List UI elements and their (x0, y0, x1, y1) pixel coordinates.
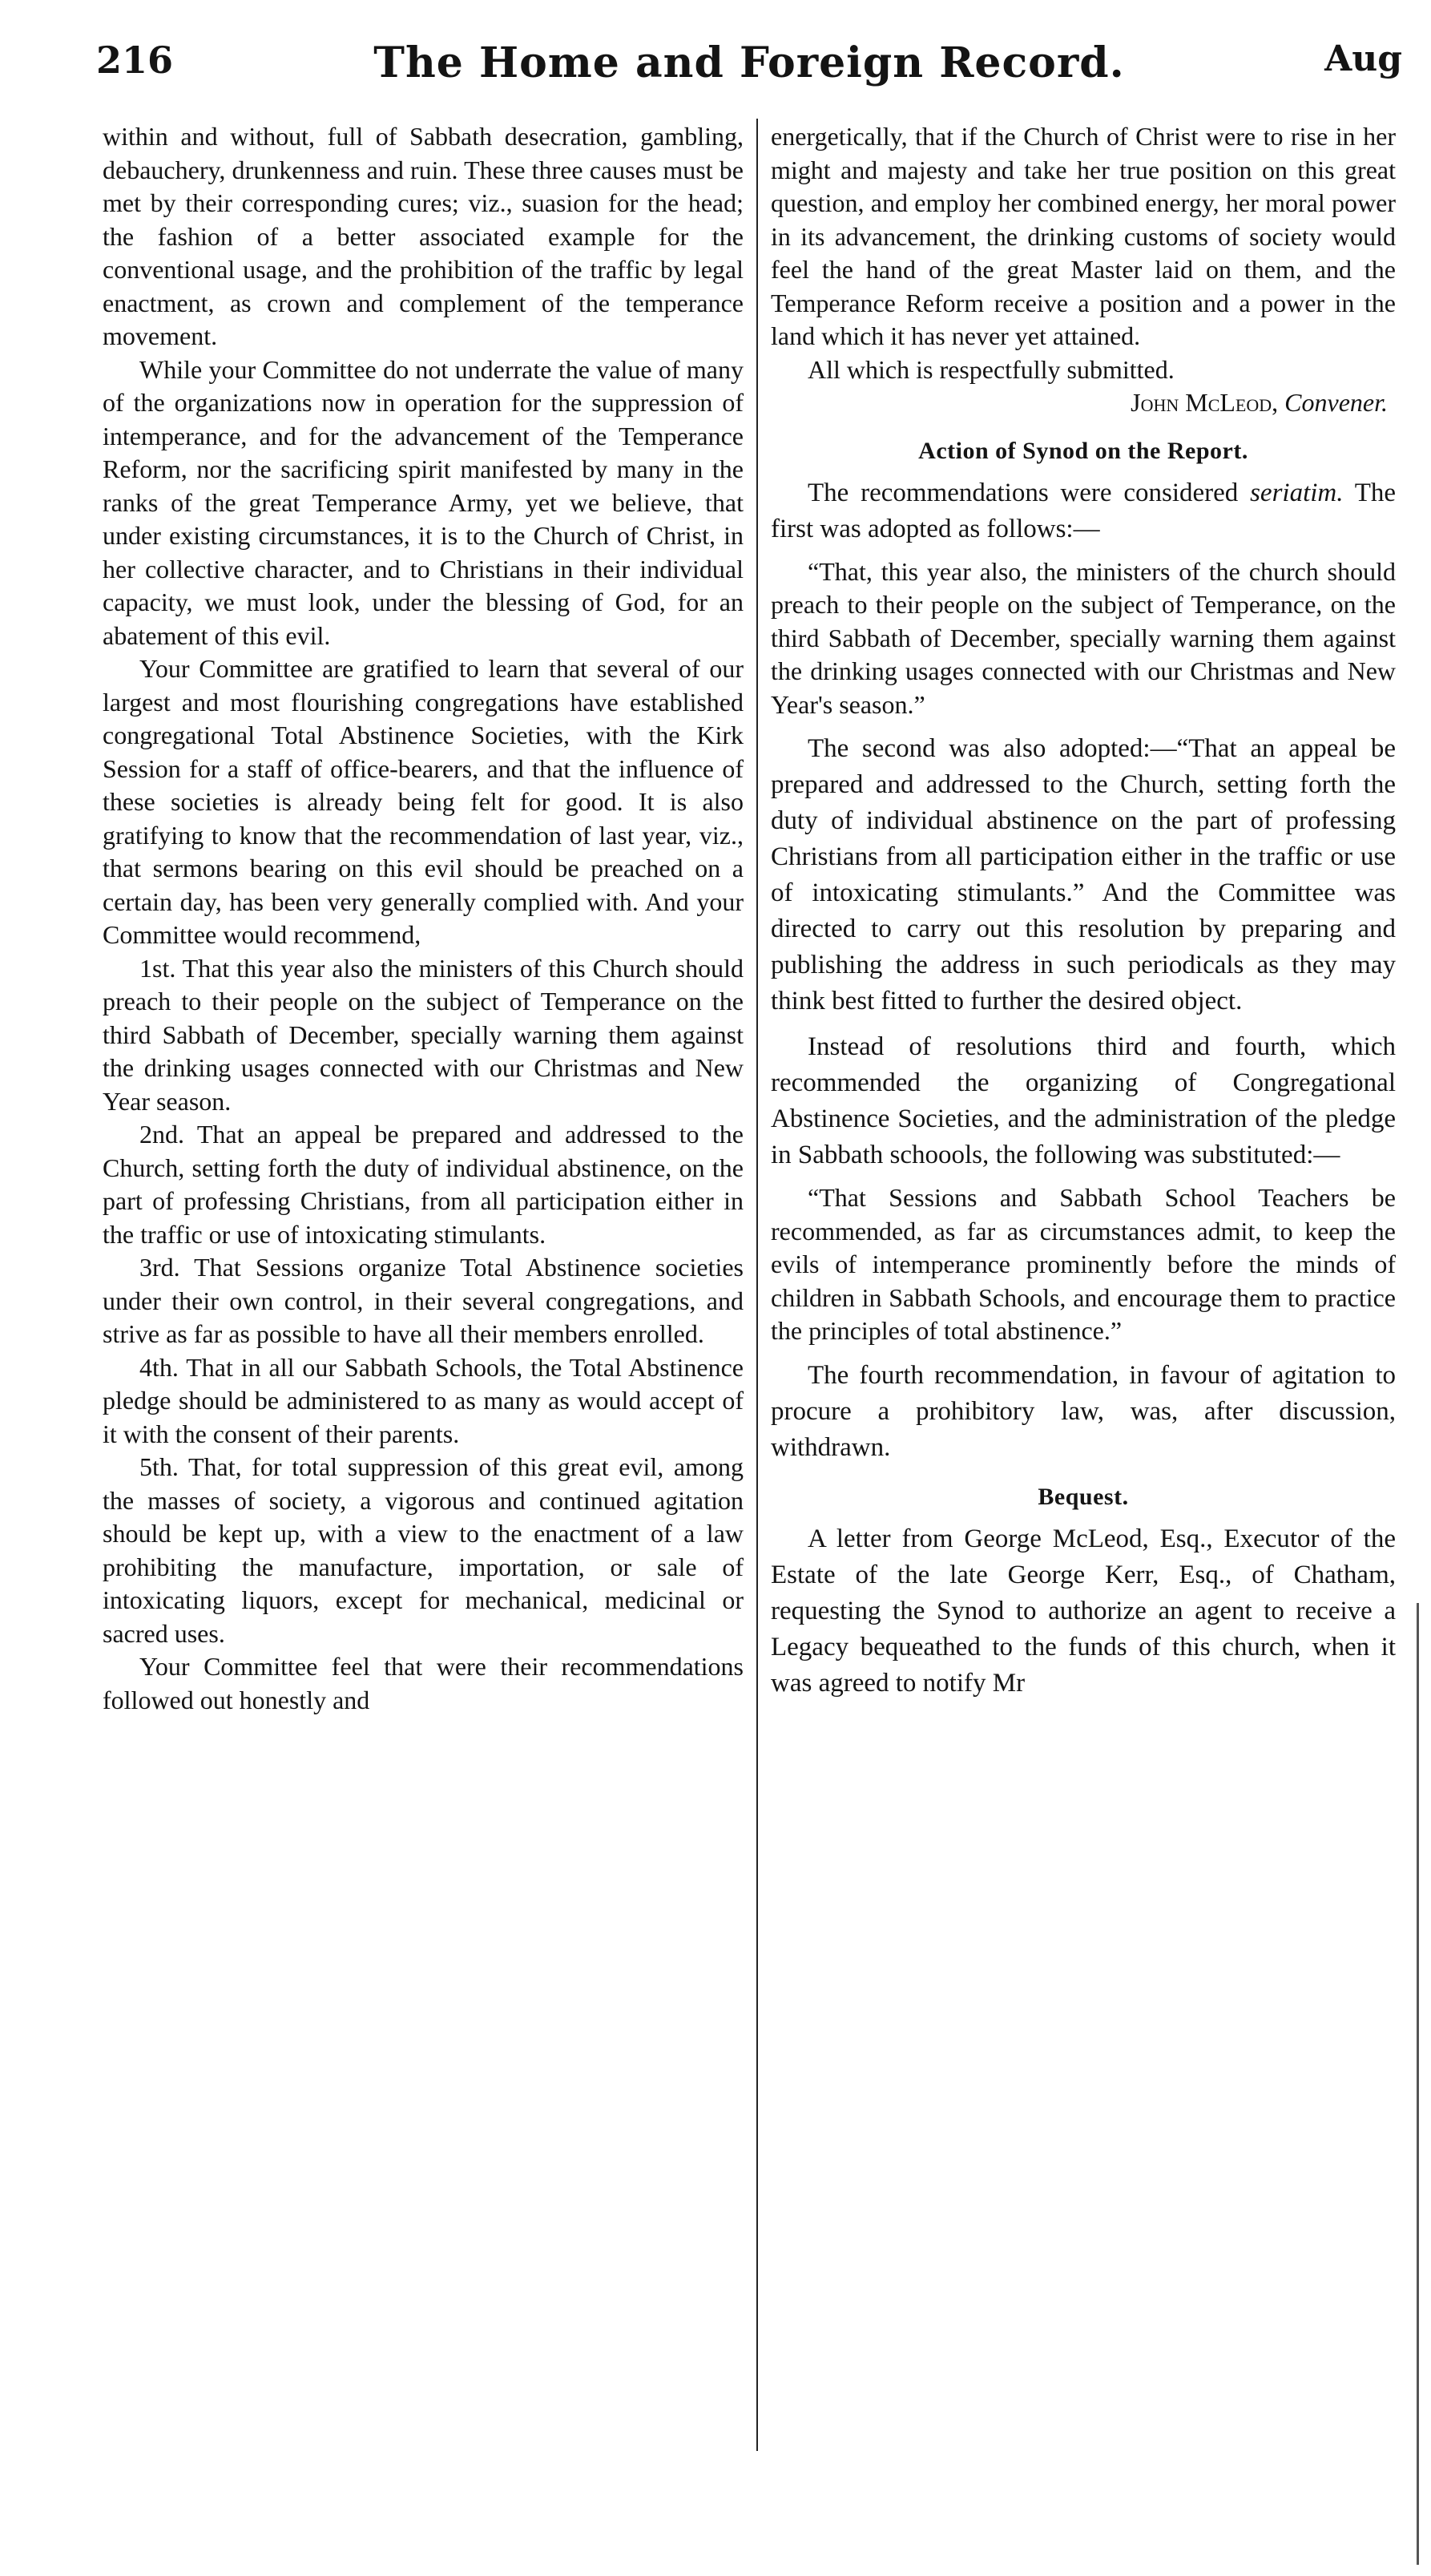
quoted-resolution: “That Sessions and Sabbath School Teachers be recommended, as far as circumstances admit, to keep the evils of intemperance prominently before the minds of children in Sabbath Schools, and encourage them to practice the principles of total abstinence.” (771, 1183, 1396, 1345)
section-heading-action: Action of Synod on the Report. (918, 437, 1248, 464)
italic-term: seriatim. (1250, 478, 1344, 507)
paragraph: The fourth recommendation, in favour of agitation to procure a prohibitory law, was, after discussion, withdrawn. (771, 1360, 1396, 1462)
signature-role: Convener. (1284, 388, 1388, 417)
recommendation-5: 5th. That, for total suppression of this great evil, among the masses of society, a vigorous and continued agitation should be kept up, with a view to the enactment of a law prohibiting the manufacture, importation, or sale of intoxicating liquors, except for mechanical, medicinal or sacred uses. (103, 1452, 744, 1648)
recommendation-3: 3rd. That Sessions organize Total Abstinence societies under their own control, in their several congregations, and strive as far as possible to have all their members enrolled. (103, 1253, 744, 1348)
text: The first was adopted as follows:— (771, 478, 1396, 543)
paragraph: While your Committee do not underrate the value of many of the organizations now in operation for the suppression of intemperance, and for the advancement of the Temperance Reform, nor the sacrificing spirit manifested by many in the ranks of the great Temperance Army, yet we believe, that under existing circumstances, it is to the Church of Christ, in her collective character, and to Christians in their individual capacity, we must look, under the blessing of God, for an abatement of this evil. (103, 354, 744, 650)
paragraph: Your Committee feel that were their recommendations followed out honestly and (103, 1652, 744, 1714)
page-number: 216 (96, 38, 174, 82)
page-header (96, 38, 1402, 103)
signature (771, 386, 1388, 420)
section-heading-bequest: Bequest. (1038, 1483, 1129, 1510)
page-edge-line (1417, 1603, 1419, 2565)
right-column (771, 120, 1396, 1702)
paragraph: A letter from George McLeod, Esq., Executor of the Estate of the late George Kerr, Esq., of Chatham, requesting the Synod to authorize an agent to receive a Legacy bequeathed to the funds of this church, when it was agreed to notify Mr (771, 1524, 1396, 1698)
page-month: Aug (1324, 38, 1402, 79)
column-divider (756, 119, 758, 2451)
quoted-resolution: “That, this year also, the ministers of the church should preach to their people on the subject of Temperance, on the third Sabbath of December, specially warning them against the drinking usages connected with our Christmas and New Year's season.” (771, 556, 1396, 719)
recommendation-2: 2nd. That an appeal be prepared and addressed to the Church, setting forth the duty of individual abstinence, on the part of professing Christians, from all participation either in the traffic or use of intoxicating stimulants. (103, 1120, 744, 1249)
paragraph: energetically, that if the Church of Christ were to rise in her might and majesty and take her true position on this great question, and employ her combined energy, her moral power in its advancement, the drinking customs of society would feel the hand of the great Master laid on them, and the Temperance Reform receive a position and a power in the land which it has never yet attained. (771, 122, 1396, 350)
paragraph: within and without, full of Sabbath desecration, gambling, debauchery, drunkenness and ruin. These three causes must be met by their corresponding cures; viz., suasion for the head; the fashion of a better associated example for the conventional usage, and the prohibition of the traffic by legal enactment, as crown and complement of the temperance movement. (103, 122, 744, 350)
left-column (103, 120, 744, 1717)
paragraph: Your Committee are gratified to learn that several of our largest and most flourishing congregations have established congregational Total Abstinence Societies, with the Kirk Session for a staff of office-bearers, and that the influence of these societies is already being felt for good. It is also gratifying to know that the recommendation of last year, viz., that sermons bearing on this evil should be preached on a certain day, has been very generally complied with. And your Committee would recommend, (103, 654, 744, 949)
recommendation-4: 4th. That in all our Sabbath Schools, the Total Abstinence pledge should be administered to as many as would accept of it with the consent of their parents. (103, 1352, 744, 1448)
paragraph: Instead of resolutions third and fourth, which recommended the organizing of Congregational Abstinence Societies, and the administration of the pledge in Sabbath schoools, the following was substituted:— (771, 1032, 1396, 1169)
signature-name: John McLeod, (1131, 388, 1279, 417)
recommendation-1: 1st. That this year also the ministers of this Church should preach to their people on the subject of Temperance on the third Sabbath of December, specially warning them against the drinking usages connected with our Christmas and New Year season. (103, 953, 744, 1116)
paragraph (771, 475, 1396, 547)
paragraph: The second was also adopted:—“That an appeal be prepared and addressed to the Church, setting forth the duty of individual abstinence on the part of professing Christians from all participation either in the traffic or use of intoxicating stimulants.” And the Committee was directed to carry out this resolution by preparing and publishing the address in such periodicals as they may think best fitted to further the desired object. (771, 734, 1396, 1015)
journal-title: The Home and Foreign Record. (373, 38, 1125, 87)
text: The recommendations were considered (808, 478, 1239, 507)
paragraph: All which is respectfully submitted. (808, 354, 1175, 384)
